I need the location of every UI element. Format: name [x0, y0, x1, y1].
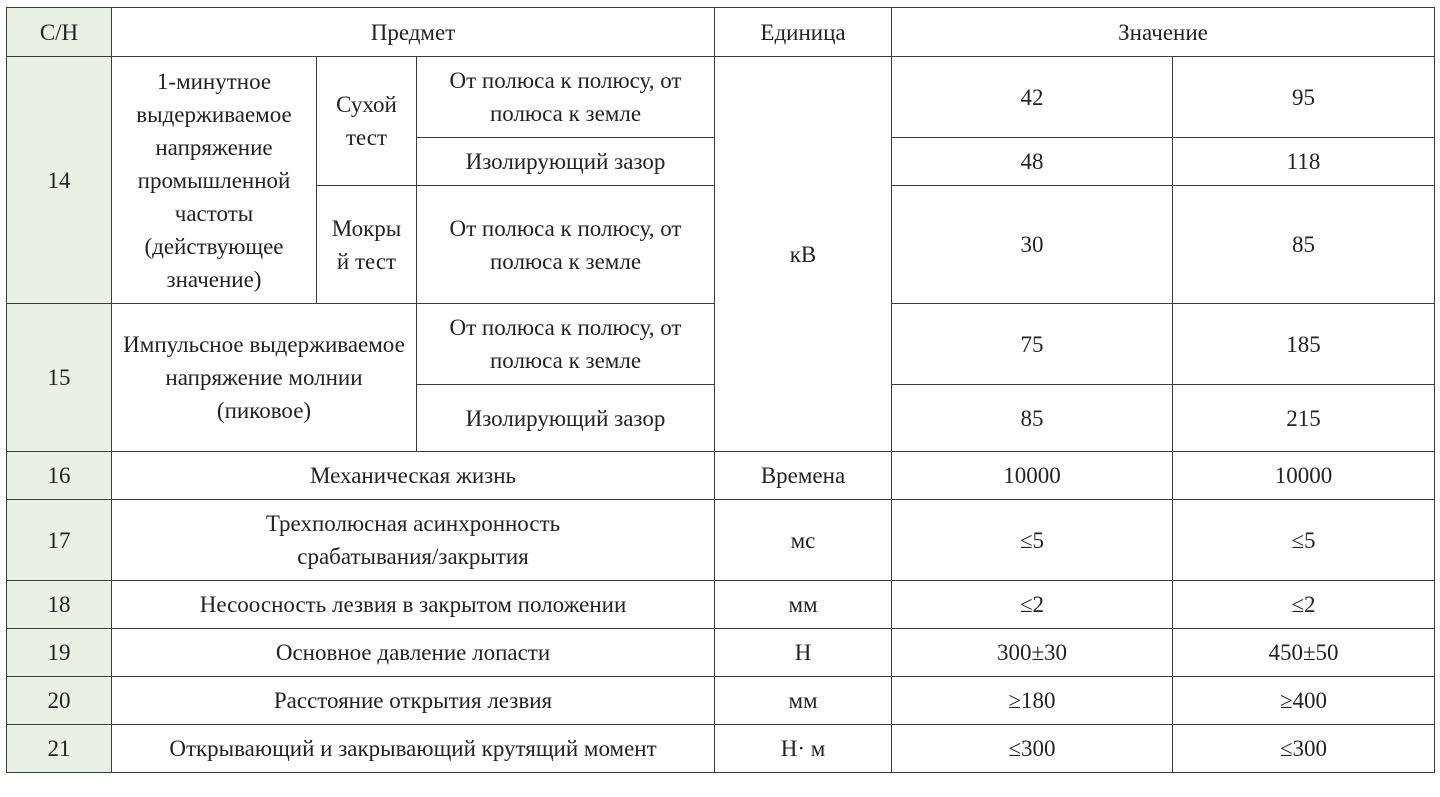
row-sn: 17 — [7, 500, 112, 581]
unit-cell: мс — [715, 500, 892, 581]
row-sn: 18 — [7, 581, 112, 629]
row-sn: 16 — [7, 452, 112, 500]
value-cell: ≤5 — [892, 500, 1173, 581]
table-row — [7, 500, 1435, 581]
value-cell: ≥400 — [1173, 677, 1435, 725]
value-cell: ≤300 — [892, 725, 1173, 773]
value-cell: ≤5 — [1173, 500, 1435, 581]
item-label: Расстояние открытия лезвия — [112, 677, 715, 725]
header-unit: Единица — [715, 8, 892, 57]
value-cell: 85 — [892, 385, 1173, 452]
unit-cell: Н· м — [715, 725, 892, 773]
value-cell: 95 — [1173, 57, 1435, 138]
item-label: 1-минутное выдерживаемое напряжение промышленной частоты (действующее значение) — [112, 57, 317, 304]
value-cell: 75 — [892, 304, 1173, 385]
unit-cell: Н — [715, 629, 892, 677]
row-sn: 14 — [7, 57, 112, 304]
header-row — [7, 8, 1435, 57]
header-value: Значение — [892, 8, 1435, 57]
value-cell: 30 — [892, 186, 1173, 304]
unit-cell: мм — [715, 581, 892, 629]
test-type-label: Мокры й тест — [317, 186, 417, 304]
row-sn: 15 — [7, 304, 112, 452]
row-sn: 19 — [7, 629, 112, 677]
value-cell: ≤300 — [1173, 725, 1435, 773]
item-label: Механическая жизнь — [112, 452, 715, 500]
spec-table — [6, 7, 1435, 773]
value-cell: 85 — [1173, 186, 1435, 304]
unit-cell: Времена — [715, 452, 892, 500]
table-row — [7, 629, 1435, 677]
item-label: Несоосность лезвия в закрытом положении — [112, 581, 715, 629]
unit-cell: мм — [715, 677, 892, 725]
value-cell: ≤2 — [1173, 581, 1435, 629]
condition-label: От полюса к полюсу, от полюса к земле — [417, 304, 715, 385]
condition-label: Изолирующий зазор — [417, 385, 715, 452]
header-subject: Предмет — [112, 8, 715, 57]
header-sn: С/Н — [7, 8, 112, 57]
value-cell: 10000 — [1173, 452, 1435, 500]
spec-table-container — [6, 7, 1435, 773]
item-label: Открывающий и закрывающий крутящий момент — [112, 725, 715, 773]
value-cell: ≤2 — [892, 581, 1173, 629]
item-label: Трехполюсная асинхронность срабатывания/закрытия — [112, 500, 715, 581]
value-cell: 215 — [1173, 385, 1435, 452]
table-row — [7, 57, 1435, 138]
table-row — [7, 452, 1435, 500]
condition-label: Изолирующий зазор — [417, 138, 715, 186]
value-cell: 185 — [1173, 304, 1435, 385]
row-sn: 21 — [7, 725, 112, 773]
table-row — [7, 677, 1435, 725]
value-cell: ≥180 — [892, 677, 1173, 725]
value-cell: 450±50 — [1173, 629, 1435, 677]
condition-label: От полюса к полюсу, от полюса к земле — [417, 186, 715, 304]
item-label: Основное давление лопасти — [112, 629, 715, 677]
test-type-label: Сухой тест — [317, 57, 417, 186]
row-sn: 20 — [7, 677, 112, 725]
table-row — [7, 725, 1435, 773]
item-label: Импульсное выдерживаемое напряжение молнии (пиковое) — [112, 304, 417, 452]
table-row — [7, 581, 1435, 629]
value-cell: 10000 — [892, 452, 1173, 500]
unit-cell: кВ — [715, 57, 892, 452]
value-cell: 118 — [1173, 138, 1435, 186]
value-cell: 42 — [892, 57, 1173, 138]
value-cell: 300±30 — [892, 629, 1173, 677]
condition-label: От полюса к полюсу, от полюса к земле — [417, 57, 715, 138]
value-cell: 48 — [892, 138, 1173, 186]
